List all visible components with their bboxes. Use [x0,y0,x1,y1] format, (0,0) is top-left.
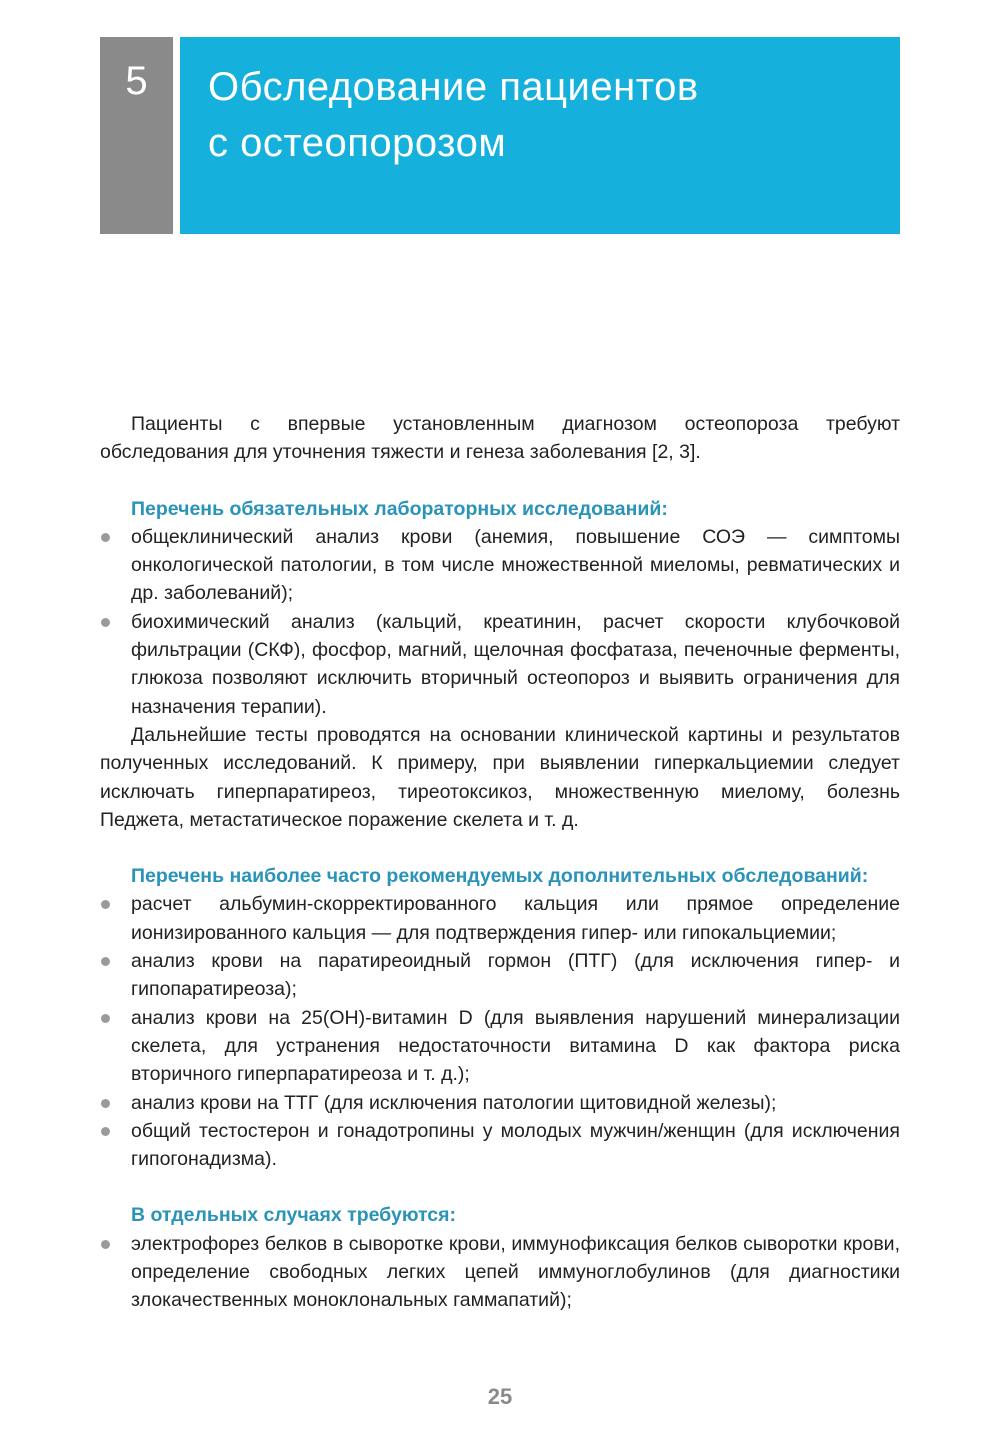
list-item-text: общеклинический анализ крови (анемия, повышение СОЭ — симптомы онкологической патологии, в том числе множественной миеломы, ревматических и др. заболеваний); [131,525,900,605]
list-item [100,523,900,608]
followup-paragraph: Дальнейшие тесты проводятся на основании клинической картины и результатов полученных исследований. К примеру, при выявлении гиперкальциемии следует исключать гиперпаратиреоз, тиреотоксикоз, множественную миелому, болезнь Педжета, метастатическое поражение скелета и т. д. [100,723,900,831]
list-item [100,890,900,947]
list-item-text: биохимический анализ (кальций, креатинин, расчет скорости клубочковой фильтрации (СКФ), фосфор, магний, щелочная фосфатаза, печеночные ферменты, глюкоза позволяют исключить вторичный остеопороз и выявить ограничения для назначения терапии). [131,610,900,718]
chapter-number: 5 [100,37,173,234]
bullet-icon [101,1240,110,1249]
page-number: 25 [487,1384,513,1409]
list-item-text: общий тестостерон и гонадотропины у молодых мужчин/женщин (для исключения гипогонадизма). [131,1119,900,1171]
section-heading-additional: Перечень наиболее часто рекомендуемых дополнительных обследований: [131,865,869,888]
list-item [100,947,900,1004]
chapter-header [100,37,900,234]
bullet-icon [101,533,110,542]
list-item-text: анализ крови на 25(ОН)-витамин D (для выявления нарушений минерализации скелета, для устранения недостаточности витамина D как фактора риска вторичного гиперпаратиреоза и т. д.); [131,1006,900,1086]
list-item-text: расчет альбумин-скорректированного кальция или прямое определение ионизированного кальция — для подтверждения гипер- или гипокальциемии; [131,893,900,944]
chapter-header-gap [173,37,180,234]
bullet-icon [101,1099,110,1108]
bullet-icon [101,957,110,966]
section-heading-special-cases: В отдельных случаях требуются: [131,1204,456,1227]
list-item [100,1089,900,1117]
list-item [100,1117,900,1174]
chapter-title [180,37,900,234]
list-item [100,608,900,721]
list-item-text: анализ крови на паратиреоидный гормон (ПТГ) (для исключения гипер- и гипопаратиреоза); [131,950,900,1001]
bullet-icon [101,618,110,627]
bullet-icon [101,1127,110,1136]
list-item [100,1004,900,1089]
list-item [100,1230,900,1315]
spacer [100,467,900,495]
intro-paragraph: Пациенты с впервые установленным диагнозом остеопороза требуют обследования для уточнения тяжести и генеза заболевания [2, 3]. [100,413,900,464]
list-item-text: анализ крови на ТТГ (для исключения патологии щитовидной железы); [131,1091,777,1114]
chapter-title-line-1: Обследование пациентов [208,65,699,109]
bullet-icon [101,1014,110,1023]
chapter-title-line-2: с остеопорозом [208,121,507,165]
special-cases-list [100,1230,900,1315]
spacer [100,1173,900,1201]
page-content [100,410,900,1315]
section-heading-mandatory: Перечень обязательных лабораторных исследований: [131,497,668,520]
list-item-text: электрофорез белков в сыворотке крови, иммунофиксация белков сыворотки крови, определение свободных легких цепей иммуноглобулинов (для диагностики злокачественных моноклональных гаммапатий); [131,1232,900,1312]
mandatory-tests-list [100,523,900,721]
additional-tests-list [100,890,900,1173]
spacer [100,834,900,862]
bullet-icon [101,900,110,909]
